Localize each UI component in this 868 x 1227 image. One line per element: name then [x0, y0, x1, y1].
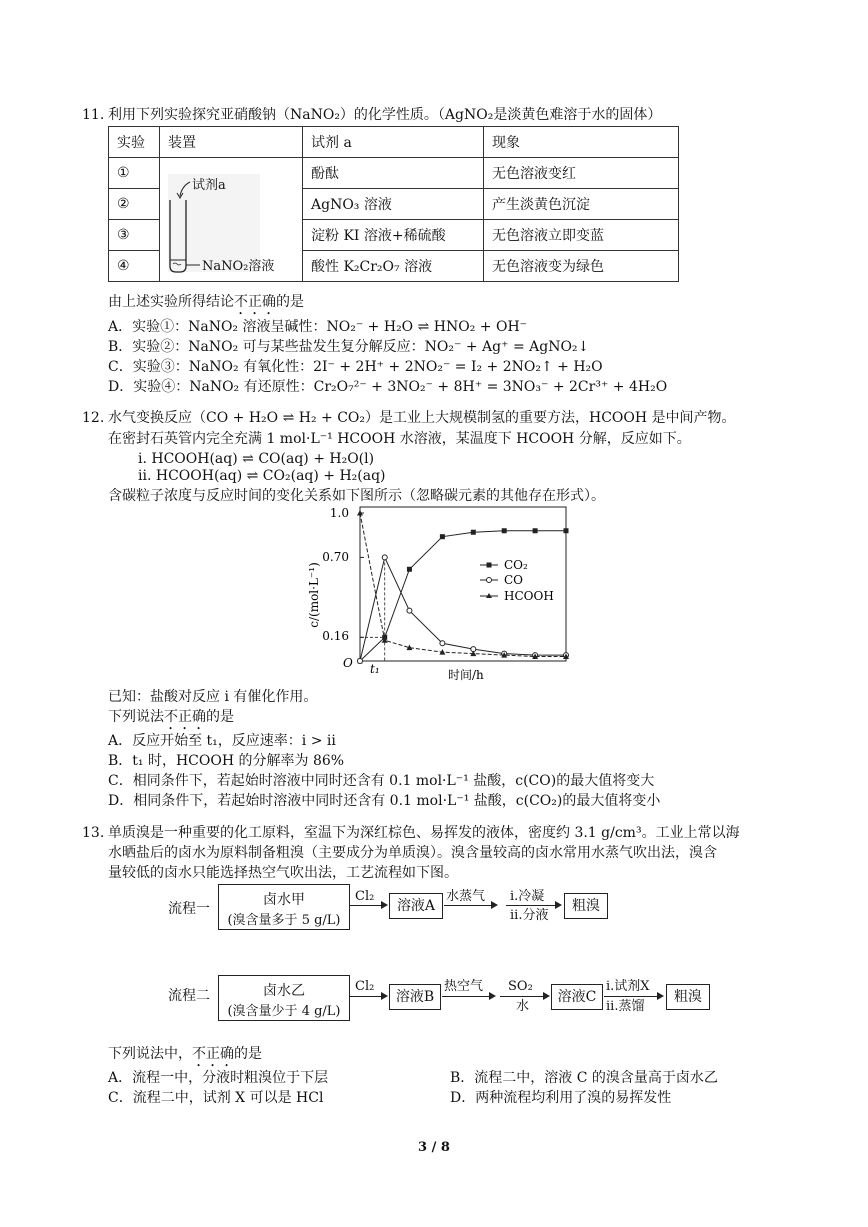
- flow-two-label: 流程二: [168, 988, 210, 1004]
- x-axis-label: 时间/h: [448, 668, 484, 682]
- flow-one-box-brine: [218, 884, 350, 930]
- flow-one-box-solution-a: 溶液A: [389, 893, 443, 919]
- co2-point: [564, 528, 569, 533]
- reagent-cell: AgNO₃ 溶液: [303, 189, 484, 220]
- page-number: 3 / 8: [418, 1140, 450, 1155]
- arrowhead-icon: [555, 901, 562, 909]
- co2-point: [471, 530, 476, 535]
- header-cell: 现象: [484, 127, 679, 158]
- q11-option-b: B．实验②：NaNO₂ 可与某些盐发生复分解反应：NO₂⁻ + Ag⁺ = AgNO₂↓: [108, 339, 590, 355]
- q12-reaction-i: i. HCOOH(aq) ⇌ CO(aq) + H₂O(l): [138, 451, 375, 467]
- phenomenon-cell: 无色溶液变为绿色: [484, 251, 679, 282]
- q13-line3: 量较低的卤水只能选择热空气吹出法，工艺流程如下图。: [108, 865, 458, 881]
- apparatus-cell: [160, 158, 303, 282]
- prompt-text: 下列说法中，: [108, 1046, 192, 1062]
- table-header-row: [109, 127, 679, 158]
- legend-marker-co: [487, 578, 492, 583]
- q11-prompt: [108, 293, 304, 318]
- q13-line2: 水晒盐后的卤水为原料制备粗溴（主要成分为单质溴）。溴含量较高的卤水常用水蒸气吹出法，溴含: [108, 845, 717, 861]
- legend-label-co2: CO₂: [504, 558, 528, 572]
- co2-point: [533, 528, 538, 533]
- flow-two-arrow4-label-bottom: ii.蒸馏: [606, 999, 645, 1014]
- flow-one-box-crude-bromine: 粗溴: [564, 893, 608, 919]
- prompt-text: 的是: [206, 709, 234, 725]
- flow-two-arrow1-label: Cl₂: [355, 979, 375, 994]
- co-point: [358, 659, 363, 664]
- flow-one-label: 流程一: [168, 901, 210, 917]
- q12-line1: 水气变换反应（CO + H₂O ⇌ H₂ + CO₂）是工业上大规模制氢的重要方法，HCOOH 是中间产物。: [108, 410, 736, 426]
- prompt-emphasis: 不正确: [164, 709, 206, 725]
- co-point: [440, 641, 445, 646]
- flow-two-arrow4: [604, 996, 662, 997]
- q12-prompt: [108, 708, 234, 733]
- q12-line2: 在密封石英管内完全充满 1 mol·L⁻¹ HCOOH 水溶液，某温度下 HCOOH 分解，反应如下。: [108, 431, 691, 447]
- legend-label-hcooh: HCOOH: [504, 589, 554, 603]
- co2-point: [502, 528, 507, 533]
- box-text: 卤水甲: [263, 892, 305, 908]
- header-cell: 装置: [160, 127, 303, 158]
- reagent-cell: 酚酞: [303, 158, 484, 189]
- y-axis-label: c/(mol·L⁻¹): [307, 562, 321, 628]
- arrowhead-icon: [543, 992, 550, 1000]
- phenomenon-cell: 产生淡黄色沉淀: [484, 189, 679, 220]
- q13-option-b: B．流程二中，溶液 C 的溴含量高于卤水乙: [450, 1070, 718, 1086]
- flow-one-arrow2: [444, 905, 496, 906]
- prompt-text: 由上述实验所得结论: [108, 294, 234, 310]
- flow-one-arrow3: [506, 905, 560, 906]
- flow-two-arrow3: [500, 996, 548, 997]
- flow-two-arrow3-label-top: SO₂: [508, 979, 533, 994]
- q12-option-b: B．t₁ 时，HCOOH 的分解率为 86%: [108, 753, 345, 769]
- q11-option-d: D．实验④：NaNO₂ 有还原性：Cr₂O₇²⁻ + 3NO₂⁻ + 8H⁺ = 3NO₃⁻ + 2Cr³⁺ + 4H₂O: [108, 379, 668, 395]
- box-text: 卤水乙: [263, 983, 305, 999]
- apparatus-label-reagent: 试剂a: [192, 178, 226, 193]
- prompt-text: 的是: [276, 294, 304, 310]
- experiment-id: ①: [109, 158, 160, 189]
- experiment-id: ④: [109, 251, 160, 282]
- q13-prompt: [108, 1045, 262, 1070]
- y-tick-label-016: 0.16: [322, 629, 349, 643]
- origin-label: O: [343, 656, 353, 670]
- q13-line1: 单质溴是一种重要的化工原料，室温下为深红棕色、易挥发的液体，密度约 3.1 g/cm³。工业上常以海: [108, 825, 740, 841]
- apparatus-label-solution: NaNO₂溶液: [202, 259, 275, 274]
- q11-option-c: C．实验③：NaNO₂ 有氧化性：2I⁻ + 2H⁺ + 2NO₂⁻ = I₂ + 2NO₂↑ + H₂O: [108, 359, 603, 375]
- q13-option-a: A．流程一中，分液时粗溴位于下层: [108, 1070, 329, 1086]
- arrowhead-icon: [489, 992, 496, 1000]
- q12-known: 已知：盐酸对反应 i 有催化作用。: [108, 689, 318, 705]
- prompt-emphasis: 不正确: [192, 1046, 234, 1062]
- arrowhead-icon: [491, 901, 498, 909]
- reagent-cell: 酸性 K₂Cr₂O₇ 溶液: [303, 251, 484, 282]
- header-cell: 实验: [109, 127, 160, 158]
- t1-tick-label: t₁: [370, 662, 380, 676]
- series-line-1: [360, 557, 566, 661]
- header-cell: 试剂 a: [303, 127, 484, 158]
- q13-number: 13.: [82, 825, 105, 841]
- arrowhead-icon: [381, 901, 388, 909]
- reagent-cell: 淀粉 KI 溶液+稀硫酸: [303, 220, 484, 251]
- experiment-id: ②: [109, 189, 160, 220]
- box-text: (溴含量多于 5 g/L): [227, 913, 341, 928]
- q12-line3: 含碳粒子浓度与反应时间的变化关系如下图所示（忽略碳元素的其他存在形式）。: [108, 488, 605, 504]
- q12-option-c: C．相同条件下，若起始时溶液中同时还含有 0.1 mol·L⁻¹ 盐酸，c(CO)的最大值将变大: [108, 773, 655, 789]
- flow-two-arrow4-label-top: i.试剂X: [606, 979, 650, 994]
- flow-two-box-solution-b: 溶液B: [389, 984, 441, 1010]
- q12-reaction-ii: ii. HCOOH(aq) ⇌ CO₂(aq) + H₂(aq): [138, 468, 386, 484]
- flow-two-box-crude-bromine: 粗溴: [666, 984, 710, 1010]
- prompt-emphasis: 不正确: [234, 294, 276, 310]
- experiment-id: ③: [109, 220, 160, 251]
- flow-two-box-solution-c: 溶液C: [551, 984, 603, 1010]
- flow-one-arrow1-label: Cl₂: [355, 889, 375, 904]
- prompt-text: 的是: [234, 1046, 262, 1062]
- concentration-time-chart: [300, 505, 580, 685]
- q13-option-d: D．两种流程均利用了溴的易挥发性: [450, 1090, 672, 1106]
- y-tick-label-1: 1.0: [329, 506, 349, 520]
- co2-point: [440, 534, 445, 539]
- q12-option-d: D．相同条件下，若起始时溶液中同时还含有 0.1 mol·L⁻¹ 盐酸，c(CO₂)的最大值将变小: [108, 793, 661, 809]
- y-tick-label-070: 0.70: [322, 550, 349, 564]
- phenomenon-cell: 无色溶液立即变蓝: [484, 220, 679, 251]
- flow-one-arrow2-label: 水蒸气: [446, 889, 486, 904]
- q12-number: 12.: [82, 410, 105, 426]
- q11-number: 11.: [82, 107, 105, 123]
- flow-two-arrow2: [442, 996, 494, 997]
- co-point: [407, 608, 412, 613]
- q11-stem: 利用下列实验探究亚硝酸钠（NaNO₂）的化学性质。（AgNO₂是淡黄色难溶于水的固体）: [108, 107, 662, 123]
- legend: [480, 558, 554, 603]
- prompt-text: 下列说法: [108, 709, 164, 725]
- legend-marker-co2: [487, 563, 492, 568]
- phenomenon-cell: 无色溶液变红: [484, 158, 679, 189]
- series-line-2: [360, 513, 566, 657]
- flow-two-box-brine: [218, 975, 350, 1021]
- q13-option-c: C．流程二中，试剂 X 可以是 HCl: [108, 1090, 324, 1106]
- arrowhead-icon: [657, 992, 664, 1000]
- box-text: (溴含量少于 4 g/L): [227, 1004, 341, 1019]
- q11-option-a: A．实验①：NaNO₂ 溶液呈碱性：NO₂⁻ + H₂O ⇌ HNO₂ + OH⁻: [108, 319, 528, 335]
- chart-marks: [357, 510, 569, 664]
- flow-two-arrow3-label-bottom: 水: [516, 999, 530, 1014]
- flow-two-arrow2-label: 热空气: [444, 979, 484, 994]
- co2-point: [407, 567, 412, 572]
- arrowhead-icon: [381, 992, 388, 1000]
- legend-label-co: CO: [504, 573, 524, 587]
- q11-experiment-table: [108, 126, 679, 282]
- flow-one-arrow3-label-bottom: ii.分液: [510, 908, 549, 923]
- co-point: [382, 555, 387, 560]
- flow-one-arrow3-label-top: i.冷凝: [510, 889, 545, 904]
- q12-option-a: A．反应开始至 t₁，反应速率：i > ii: [108, 733, 336, 749]
- table-row: [109, 158, 679, 189]
